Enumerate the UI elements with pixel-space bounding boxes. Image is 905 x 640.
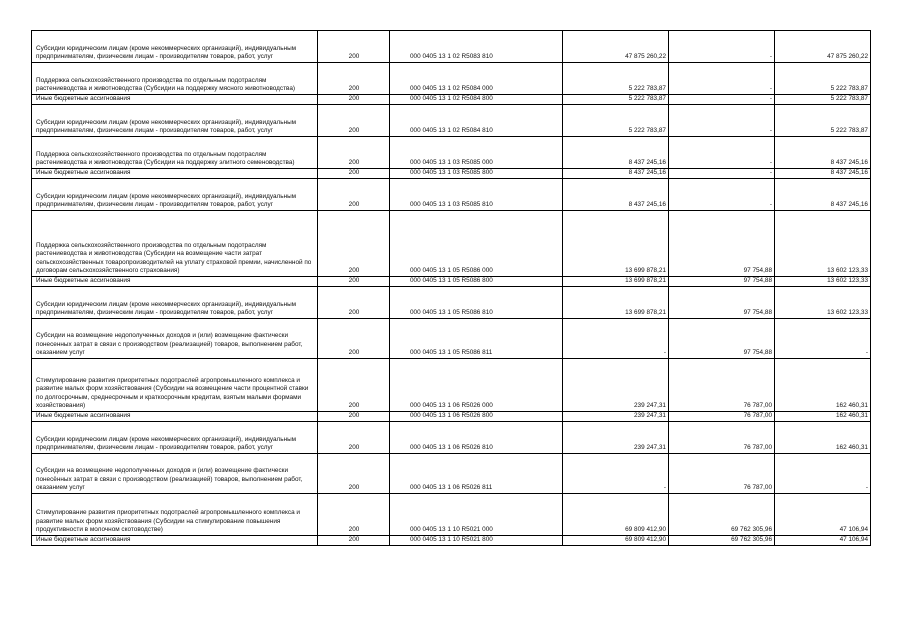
admin-code-cell: 200 — [318, 536, 390, 546]
approved-amount-cell: - — [563, 454, 669, 494]
row-name-cell: Субсидии на возмещение недополученных доходов и (или) возмещение фактически понесённых затрат в связи с производством (реализацией) товаров, выполнением работ, оказанием услуг — [32, 454, 318, 494]
row-name-cell: Субсидии юридическим лицам (кроме некоммерческих организаций), индивидуальным предпринимателям, физическим лицам - производителям товаров, работ, услуг — [32, 287, 318, 319]
budget-code-cell: 000 0405 13 1 10 R5021 800 — [390, 536, 563, 546]
table-row — [32, 412, 871, 422]
row-name-cell: Иные бюджетные ассигнования — [32, 169, 318, 179]
admin-code-cell: 200 — [318, 422, 390, 454]
table-row — [32, 179, 871, 211]
row-name-cell: Поддержка сельскохозяйственного производства по отдельным подотраслям растениеводства и животноводства (Субсидии на возмещение части затрат сельскохозяйственных товаропроизводителей на уплату страховой премии, начисленной по договорам сельскохозяйственного страхования) — [32, 211, 318, 277]
approved-amount-cell: - — [563, 319, 669, 359]
executed-amount-cell: - — [669, 63, 775, 95]
admin-code-cell: 200 — [318, 494, 390, 536]
row-name-cell: Субсидии юридическим лицам (кроме некоммерческих организаций), индивидуальным предпринимателям, физическим лицам - производителям товаров, работ, услуг — [32, 179, 318, 211]
unexecuted-amount-cell: 5 222 783,87 — [775, 105, 871, 137]
executed-amount-cell: 76 787,00 — [669, 422, 775, 454]
row-name-cell: Субсидии юридическим лицам (кроме некоммерческих организаций), индивидуальным предпринимателям, физическим лицам - производителям товаров, работ, услуг — [32, 31, 318, 63]
executed-amount-cell: - — [669, 169, 775, 179]
unexecuted-amount-cell: 162 460,31 — [775, 412, 871, 422]
budget-table-body — [32, 31, 871, 546]
approved-amount-cell: 13 699 878,21 — [563, 211, 669, 277]
table-row — [32, 277, 871, 287]
unexecuted-amount-cell: 47 106,94 — [775, 536, 871, 546]
budget-table — [31, 30, 871, 546]
executed-amount-cell: 76 787,00 — [669, 454, 775, 494]
budget-code-cell: 000 0405 13 1 06 R5026 800 — [390, 412, 563, 422]
table-row — [32, 95, 871, 105]
approved-amount-cell: 239 247,31 — [563, 359, 669, 412]
table-row — [32, 359, 871, 412]
budget-code-cell: 000 0405 13 1 10 R5021 000 — [390, 494, 563, 536]
approved-amount-cell: 13 699 878,21 — [563, 277, 669, 287]
executed-amount-cell: 97 754,88 — [669, 319, 775, 359]
budget-code-cell: 000 0405 13 1 02 R5084 000 — [390, 63, 563, 95]
unexecuted-amount-cell: 8 437 245,16 — [775, 169, 871, 179]
executed-amount-cell: 97 754,88 — [669, 211, 775, 277]
admin-code-cell: 200 — [318, 454, 390, 494]
executed-amount-cell: 69 762 305,96 — [669, 536, 775, 546]
row-name-cell: Иные бюджетные ассигнования — [32, 277, 318, 287]
unexecuted-amount-cell: 13 602 123,33 — [775, 287, 871, 319]
admin-code-cell: 200 — [318, 95, 390, 105]
executed-amount-cell: - — [669, 179, 775, 211]
budget-code-cell: 000 0405 13 1 03 R5085 800 — [390, 169, 563, 179]
budget-code-cell: 000 0405 13 1 05 R5086 000 — [390, 211, 563, 277]
unexecuted-amount-cell: - — [775, 454, 871, 494]
executed-amount-cell: - — [669, 105, 775, 137]
approved-amount-cell: 239 247,31 — [563, 422, 669, 454]
admin-code-cell: 200 — [318, 359, 390, 412]
unexecuted-amount-cell: 162 460,31 — [775, 422, 871, 454]
row-name-cell: Поддержка сельскохозяйственного производства по отдельным подотраслям растениеводства и животноводства (Субсидии на поддержку элитного семеноводства) — [32, 137, 318, 169]
unexecuted-amount-cell: 8 437 245,16 — [775, 137, 871, 169]
admin-code-cell: 200 — [318, 319, 390, 359]
table-row — [32, 494, 871, 536]
admin-code-cell: 200 — [318, 31, 390, 63]
table-row — [32, 63, 871, 95]
unexecuted-amount-cell: 5 222 783,87 — [775, 95, 871, 105]
executed-amount-cell: 97 754,88 — [669, 277, 775, 287]
unexecuted-amount-cell: 5 222 783,87 — [775, 63, 871, 95]
row-name-cell: Субсидии юридическим лицам (кроме некоммерческих организаций), индивидуальным предпринимателям, физическим лицам - производителям товаров, работ, услуг — [32, 105, 318, 137]
unexecuted-amount-cell: 47 875 260,22 — [775, 31, 871, 63]
table-row — [32, 169, 871, 179]
row-name-cell: Иные бюджетные ассигнования — [32, 536, 318, 546]
admin-code-cell: 200 — [318, 63, 390, 95]
row-name-cell: Стимулирование развития приоритетных подотраслей агропромышленного комплекса и развитие малых форм хозяйствования (Субсидии на возмещение части процентной ставки по долгосрочным, среднесрочным и краткосрочным кредитам, взятым малыми формами хозяйствования) — [32, 359, 318, 412]
row-name-cell: Субсидии юридическим лицам (кроме некоммерческих организаций), индивидуальным предпринимателям, физическим лицам - производителям товаров, работ, услуг — [32, 422, 318, 454]
row-name-cell: Стимулирование развития приоритетных подотраслей агропромышленного комплекса и развитие малых форм хозяйствования (Субсидии на стимулирование повышения продуктивности в молочном скотоводстве) — [32, 494, 318, 536]
admin-code-cell: 200 — [318, 169, 390, 179]
admin-code-cell: 200 — [318, 105, 390, 137]
table-row — [32, 31, 871, 63]
executed-amount-cell: 69 762 305,96 — [669, 494, 775, 536]
approved-amount-cell: 8 437 245,16 — [563, 137, 669, 169]
budget-code-cell: 000 0405 13 1 02 R5084 810 — [390, 105, 563, 137]
approved-amount-cell: 8 437 245,16 — [563, 179, 669, 211]
executed-amount-cell: 76 787,00 — [669, 359, 775, 412]
admin-code-cell: 200 — [318, 287, 390, 319]
budget-code-cell: 000 0405 13 1 05 R5086 810 — [390, 287, 563, 319]
budget-code-cell: 000 0405 13 1 02 R5083 810 — [390, 31, 563, 63]
approved-amount-cell: 239 247,31 — [563, 412, 669, 422]
approved-amount-cell: 69 809 412,90 — [563, 494, 669, 536]
budget-code-cell: 000 0405 13 1 06 R5026 810 — [390, 422, 563, 454]
table-row — [32, 137, 871, 169]
executed-amount-cell: 76 787,00 — [669, 412, 775, 422]
table-row — [32, 287, 871, 319]
row-name-cell: Иные бюджетные ассигнования — [32, 412, 318, 422]
executed-amount-cell: 97 754,88 — [669, 287, 775, 319]
table-row — [32, 211, 871, 277]
row-name-cell: Поддержка сельскохозяйственного производства по отдельным подотраслям растениеводства и животноводства (Субсидии на поддержку мясного животноводства) — [32, 63, 318, 95]
unexecuted-amount-cell: 47 106,94 — [775, 494, 871, 536]
executed-amount-cell: - — [669, 95, 775, 105]
approved-amount-cell: 8 437 245,16 — [563, 169, 669, 179]
table-row — [32, 422, 871, 454]
table-row — [32, 454, 871, 494]
unexecuted-amount-cell: 162 460,31 — [775, 359, 871, 412]
budget-code-cell: 000 0405 13 1 02 R5084 800 — [390, 95, 563, 105]
budget-code-cell: 000 0405 13 1 03 R5085 000 — [390, 137, 563, 169]
approved-amount-cell: 13 699 878,21 — [563, 287, 669, 319]
admin-code-cell: 200 — [318, 277, 390, 287]
unexecuted-amount-cell: - — [775, 319, 871, 359]
approved-amount-cell: 5 222 783,87 — [563, 63, 669, 95]
approved-amount-cell: 69 809 412,90 — [563, 536, 669, 546]
executed-amount-cell: - — [669, 31, 775, 63]
admin-code-cell: 200 — [318, 211, 390, 277]
admin-code-cell: 200 — [318, 137, 390, 169]
budget-code-cell: 000 0405 13 1 05 R5086 811 — [390, 319, 563, 359]
approved-amount-cell: 5 222 783,87 — [563, 95, 669, 105]
row-name-cell: Субсидии на возмещение недополученных доходов и (или) возмещение фактически понесенных затрат в связи с производством (реализацией) товаров, выполнением работ, оказанием услуг — [32, 319, 318, 359]
budget-code-cell: 000 0405 13 1 06 R5026 811 — [390, 454, 563, 494]
approved-amount-cell: 5 222 783,87 — [563, 105, 669, 137]
admin-code-cell: 200 — [318, 179, 390, 211]
budget-code-cell: 000 0405 13 1 06 R5026 000 — [390, 359, 563, 412]
table-row — [32, 319, 871, 359]
executed-amount-cell: - — [669, 137, 775, 169]
unexecuted-amount-cell: 13 602 123,33 — [775, 277, 871, 287]
table-row — [32, 536, 871, 546]
row-name-cell: Иные бюджетные ассигнования — [32, 95, 318, 105]
unexecuted-amount-cell: 13 602 123,33 — [775, 211, 871, 277]
table-row — [32, 105, 871, 137]
approved-amount-cell: 47 875 260,22 — [563, 31, 669, 63]
admin-code-cell: 200 — [318, 412, 390, 422]
budget-code-cell: 000 0405 13 1 05 R5086 800 — [390, 277, 563, 287]
budget-code-cell: 000 0405 13 1 03 R5085 810 — [390, 179, 563, 211]
unexecuted-amount-cell: 8 437 245,16 — [775, 179, 871, 211]
